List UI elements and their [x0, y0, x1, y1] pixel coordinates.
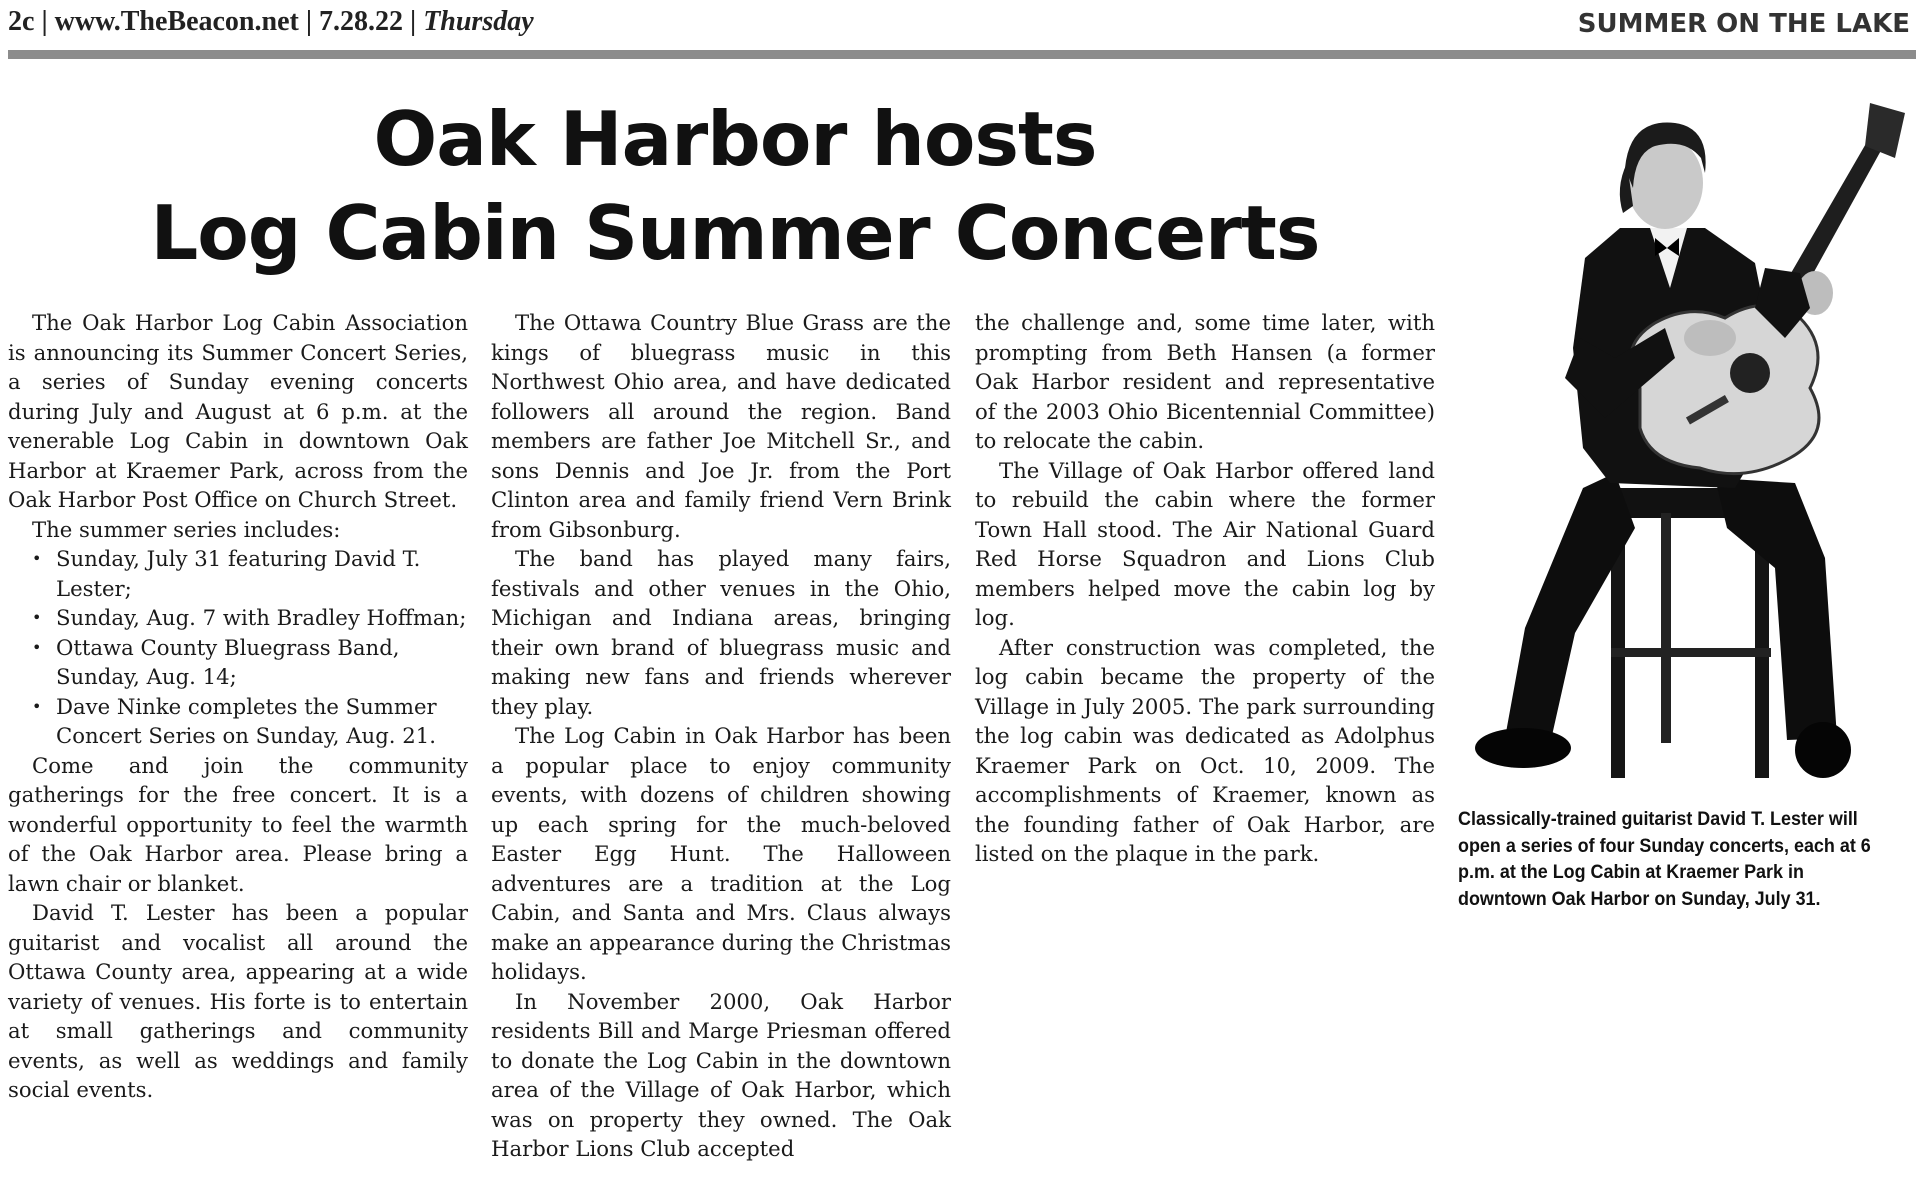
paragraph: The Village of Oak Harbor offered land to rebuild the cabin where the former Town Hall stood. The Air National Guard Red Horse Squadron and Lions Club members helped move the cabin log by log. [975, 457, 1435, 630]
header-rule [8, 50, 1916, 59]
paragraph: The Ottawa Country Blue Grass are the kings of bluegrass music in this Northwest Ohio area, and have dedicated followers all around the region. Band members are father Joe Mitchell Sr., and sons Dennis and Joe Jr. from the Port Clinton area and family friend Vern Brink from Gibsonburg. [491, 310, 951, 542]
article-column-2 [491, 308, 951, 1164]
site-url: www.TheBeacon.net [54, 6, 299, 37]
list-item: • Sunday, July 31 featuring David T. Lester; [8, 544, 468, 603]
paragraph: The Log Cabin in Oak Harbor has been a popular place to enjoy community events, with dozens of children showing up each spring for the much-beloved Easter Egg Hunt. The Halloween adventures are a tradition at the Log Cabin, and Santa and Mrs. Claus always make an appearance during the Christmas holidays. [491, 723, 951, 984]
paragraph: Come and join the community gatherings for the free concert. It is a wonderful opportunity to feel the warmth of the Oak Harbor area. Please bring a lawn chair or blanket. [8, 752, 468, 896]
list-item: • Sunday, Aug. 7 with Bradley Hoffman; [8, 603, 468, 633]
list-item: • Dave Ninke completes the Summer Concert Series on Sunday, Aug. 21. [8, 692, 468, 751]
headline-line-1: Oak Harbor hosts [373, 95, 1097, 183]
page-header [0, 0, 1920, 60]
headline [110, 92, 1360, 280]
paragraph: After construction was completed, the log cabin became the property of the Village in July 2005. The park surrounding the log cabin was dedicated as Adolphus Kraemer Park on Oct. 10, 2009. The accomplishments of Kraemer, known as the founding father of Oak Harbor, are listed on the plaque in the park. [975, 634, 1435, 866]
paragraph: The Oak Harbor Log Cabin Association is announcing its Summer Concert Series, a series of Sunday evening concerts during July and August at 6 p.m. at the venerable Log Cabin in downtown Oak Harbor at Kraemer Park, across from the Oak Harbor Post Office on Church Street. [8, 310, 468, 512]
article-column-1 [8, 308, 468, 1105]
page-number: 2c [8, 6, 35, 37]
folio-line: 2c | www.TheBeacon.net | 7.28.22 | Thursday [8, 6, 534, 37]
guitarist-photo [1465, 88, 1915, 793]
paragraph: The band has played many fairs, festivals and other venues in the Ohio, Michigan and Indiana areas, bringing their own brand of bluegrass music and making new fans and friends wherever they play. [491, 546, 951, 719]
headline-line-2: Log Cabin Summer Concerts [150, 189, 1320, 277]
concert-schedule-list [8, 544, 468, 751]
article-column-3 [975, 308, 1435, 869]
paragraph: In November 2000, Oak Harbor residents Bill and Marge Priesman offered to donate the Log Cabin in the downtown area of the Village of Oak Harbor, which was on property they owned. The Oak Harbor Lions Club accepted [491, 988, 951, 1161]
paragraph: the challenge and, some time later, with prompting from Beth Hansen (a former Oak Harbor resident and representative of the 2003 Ohio Bicentennial Committee) to relocate the cabin. [975, 310, 1435, 453]
paragraph: David T. Lester has been a popular guitarist and vocalist all around the Ottawa County area, appearing at a wide variety of venues. His forte is to entertain at small gatherings and community events, as well as weddings and family social events. [8, 900, 468, 1102]
section-label: SUMMER ON THE LAKE [1577, 9, 1910, 39]
photo-caption: Classically-trained guitarist David T. Lester will open a series of four Sunday concerts, each at 6 p.m. at the Log Cabin at Kraemer Park in downtown Oak Harbor on Sunday, July 31. [1458, 808, 1871, 910]
paragraph: The summer series includes: [32, 516, 341, 542]
issue-day: Thursday [423, 6, 534, 37]
list-item: • Ottawa County Bluegrass Band, Sunday, Aug. 14; [8, 633, 468, 692]
issue-date: 7.28.22 [319, 6, 404, 37]
